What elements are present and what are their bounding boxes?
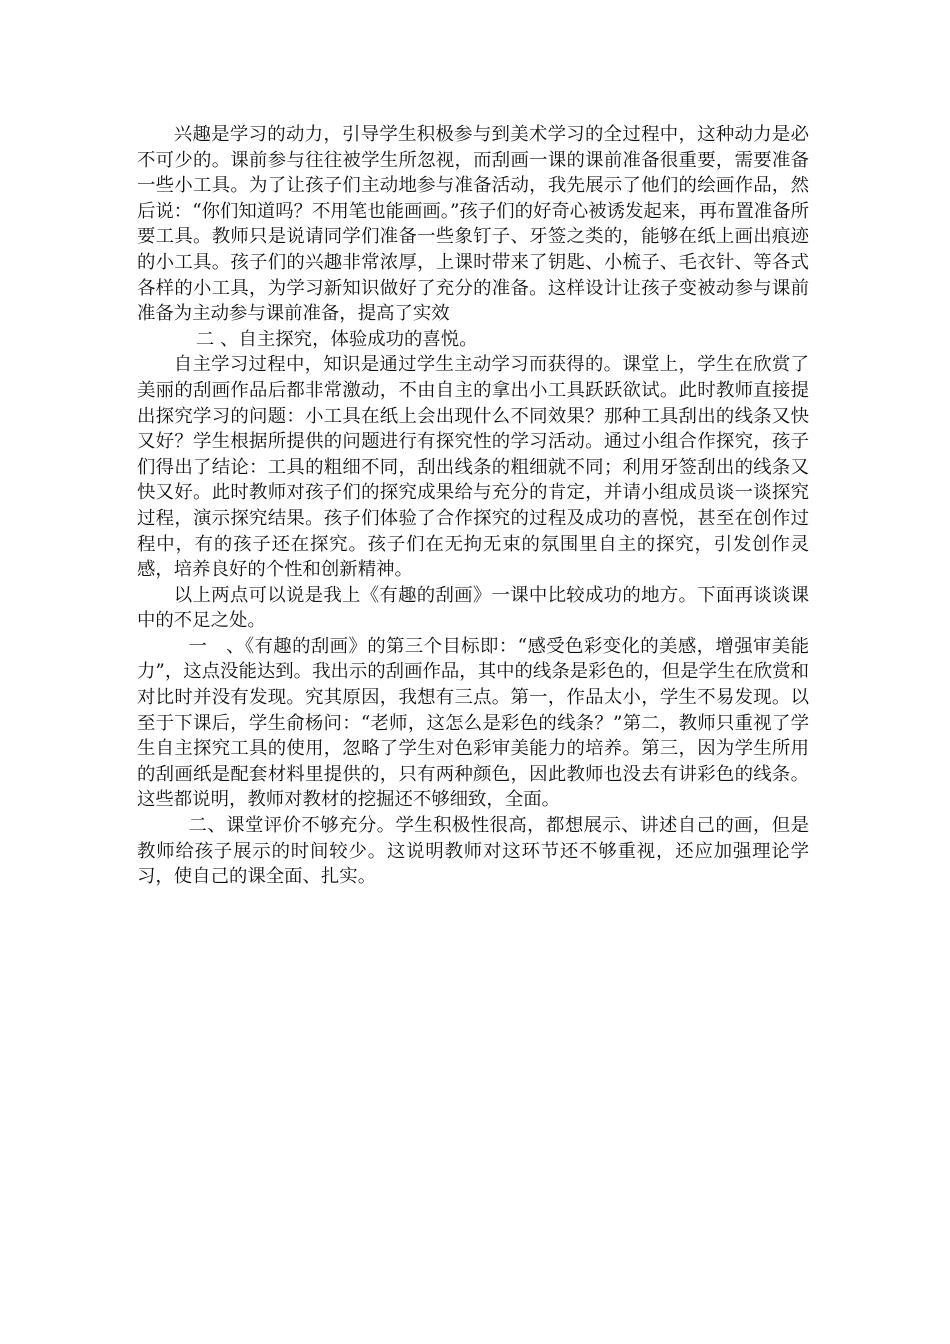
paragraph-interest-motivation: 兴趣是学习的动力，引导学生积极参与到美术学习的全过程中，这种动力是必不可少的。课前参与往往被学生所忽视，而刮画一课的课前准备很重要，需要准备一些小工具。为了让孩子们主动地参与准备活动，我先展示了他们的绘画作品，然后说：“你们知道吗？不用笔也能画画。”孩子们的好奇心被诱发起来，再布置准备所要工具。教师只是说请同学们准备一些象钉子、牙签之类的，能够在纸上画出痕迹的小工具。孩子们的兴趣非常浓厚，上课时带来了钥匙、小梳子、毛衣针、等各式各样的小工具，为学习新知识做好了充分的准备。这样设计让孩子变被动参与课前准备为主动参与课前准备，提高了实效: [137, 124, 809, 325]
paragraph-shortcoming-one: 一 、《有趣的刮画》的第三个目标即：“感受色彩变化的美感，增强审美能力”，这点没能达到。我出示的刮画作品，其中的线条是彩色的，但是学生在欣赏和对比时并没有发现。究其原因，我想有三点。第一，作品太小，学生不易发现。以至于下课后，学生俞杨问：“老师，这怎么是彩色的线条？”第二，教师只重视了学生自主探究工具的使用，忽略了学生对色彩审美能力的培养。第三，因为学生所用的刮画纸是配套材料里提供的，只有两种颜色，因此教师也没去有讲彩色的线条。这些都说明，教师对教材的挖掘还不够细致，全面。: [137, 635, 809, 811]
paragraph-shortcoming-two: 二、课堂评价不够充分。学生积极性很高，都想展示、讲述自己的画，但是教师给孩子展示的时间较少。这说明教师对这环节还不够重视，还应加强理论学习，使自己的课全面、扎实。: [137, 815, 809, 888]
document-body: [137, 122, 809, 890]
section-heading-self-exploration: 二 、自主探究，体验成功的喜悦。: [195, 328, 478, 350]
paragraph-self-learning: 自主学习过程中，知识是通过学生主动学习而获得的。课堂上，学生在欣赏了美丽的刮画作品后都非常激动，不由自主的拿出小工具跃跃欲试。此时教师直接提出探究学习的问题：小工具在纸上会出现什么不同效果？那种工具刮出的线条又快又好？学生根据所提供的问题进行有探究性的学习活动。通过小组合作探究，孩子们得出了结论：工具的粗细不同，刮出线条的粗细就不同；利用牙签刮出的线条又快又好。此时教师对孩子们的探究成果给与充分的肯定，并请小组成员谈一谈探究过程，演示探究结果。孩子们体验了合作探究的过程及成功的喜悦，甚至在创作过程中，有的孩子还在探究。孩子们在无拘无束的氛围里自主的探究，引发创作灵感，培养良好的个性和创新精神。: [137, 354, 809, 581]
paragraph-summary-transition: 以上两点可以说是我上《有趣的刮画》一课中比较成功的地方。下面再谈谈课中的不足之处。: [137, 584, 809, 632]
